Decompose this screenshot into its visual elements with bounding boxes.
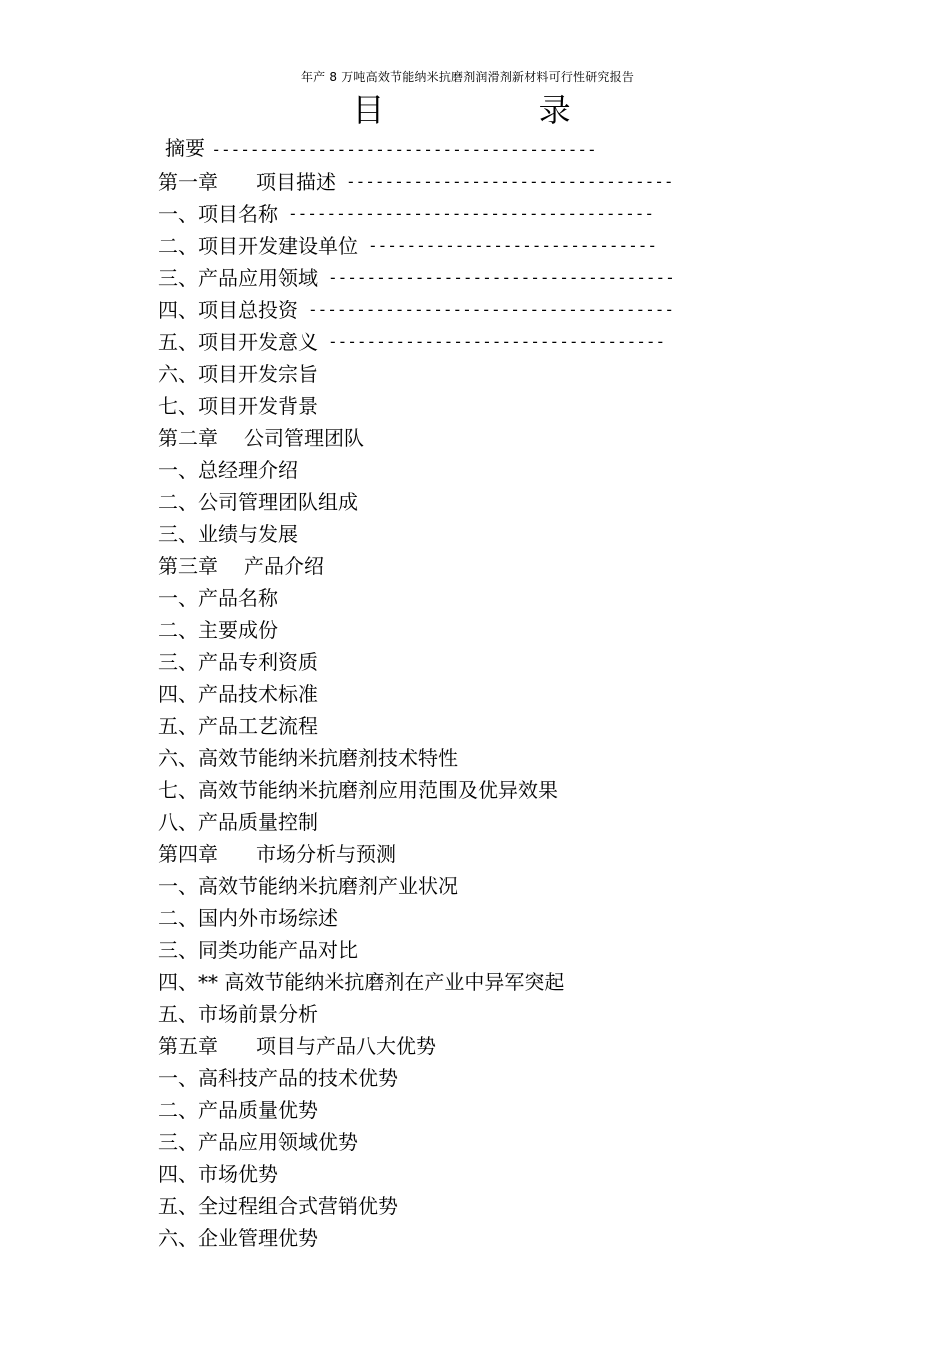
- toc-item-entry[interactable]: [158, 1094, 858, 1126]
- toc-item-entry[interactable]: [158, 294, 858, 326]
- toc-leader: ------------------------------: [368, 236, 657, 255]
- toc-chapter-number: 第二章: [158, 426, 218, 450]
- toc-item-label: 一、高效节能纳米抗磨剂产业状况: [158, 874, 458, 898]
- toc-item-entry[interactable]: [158, 1062, 858, 1094]
- toc-item-entry[interactable]: [158, 806, 858, 838]
- toc-item-entry[interactable]: [158, 934, 858, 966]
- toc-leader: ----------------------------------------: [211, 140, 597, 159]
- toc-item-label: 五、产品工艺流程: [158, 714, 318, 738]
- toc-item-label: 三、同类功能产品对比: [158, 938, 358, 962]
- toc-chapter-title: 项目与产品八大优势: [256, 1034, 436, 1058]
- toc-item-label: 四、** 高效节能纳米抗磨剂在产业中异军突起: [158, 970, 565, 994]
- toc-item-label: 一、总经理介绍: [158, 458, 298, 482]
- toc-item-label: 六、高效节能纳米抗磨剂技术特性: [158, 746, 458, 770]
- toc-item-entry[interactable]: [158, 678, 858, 710]
- toc-item-entry[interactable]: [158, 326, 858, 358]
- toc-item-label: 五、全过程组合式营销优势: [158, 1194, 398, 1218]
- toc-chapter-title: 市场分析与预测: [256, 842, 396, 866]
- toc-item-entry[interactable]: [158, 1190, 858, 1222]
- toc-item-entry[interactable]: [158, 998, 858, 1030]
- toc-item-label: 三、业绩与发展: [158, 522, 298, 546]
- toc-item-label: 五、市场前景分析: [158, 1002, 318, 1026]
- toc-item-label: 六、企业管理优势: [158, 1226, 318, 1250]
- toc-item-entry[interactable]: [158, 774, 858, 806]
- toc-chapter-title: 公司管理团队: [244, 426, 364, 450]
- toc-item-label: 二、主要成份: [158, 618, 278, 642]
- toc-chapter-entry[interactable]: [158, 550, 858, 582]
- toc-item-entry[interactable]: [158, 1158, 858, 1190]
- toc-item-label: 四、产品技术标准: [158, 682, 318, 706]
- toc-item-entry[interactable]: [158, 614, 858, 646]
- toc-leader: -----------------------------------: [328, 332, 666, 351]
- toc-item-label: 三、产品应用领域: [158, 266, 318, 290]
- toc-chapter-entry[interactable]: [158, 422, 858, 454]
- toc-leader: ----------------------------------: [346, 172, 674, 191]
- toc-leader: --------------------------------------: [288, 204, 655, 223]
- toc-chapter-title: 产品介绍: [244, 554, 324, 578]
- toc-item-entry[interactable]: [158, 710, 858, 742]
- toc-item-entry[interactable]: [158, 358, 858, 390]
- toc-item-label: 一、高科技产品的技术优势: [158, 1066, 398, 1090]
- toc-list: [158, 166, 858, 1254]
- toc-item-label: 一、项目名称: [158, 202, 278, 226]
- toc-leader: ------------------------------------: [328, 268, 675, 287]
- toc-item-label: 四、市场优势: [158, 1162, 278, 1186]
- toc-item-entry[interactable]: [158, 230, 858, 262]
- toc-item-label: 七、高效节能纳米抗磨剂应用范围及优异效果: [158, 778, 558, 802]
- toc-item-label: 三、产品应用领域优势: [158, 1130, 358, 1154]
- toc-chapter-entry[interactable]: [158, 838, 858, 870]
- toc-item-label: 一、产品名称: [158, 586, 278, 610]
- toc-item-label: 八、产品质量控制: [158, 810, 318, 834]
- toc-item-entry[interactable]: [158, 518, 858, 550]
- toc-chapter-number: 第三章: [158, 554, 218, 578]
- toc-item-label: 二、公司管理团队组成: [158, 490, 358, 514]
- toc-item-label: 二、产品质量优势: [158, 1098, 318, 1122]
- toc-chapter-number: 第一章: [158, 170, 218, 194]
- toc-abstract-line: [165, 134, 597, 164]
- toc-leader: --------------------------------------: [308, 300, 675, 319]
- toc-item-label: 三、产品专利资质: [158, 650, 318, 674]
- toc-item-entry[interactable]: [158, 646, 858, 678]
- toc-chapter-title: 项目描述: [256, 170, 336, 194]
- toc-item-entry[interactable]: [158, 966, 858, 998]
- toc-item-label: 二、项目开发建设单位: [158, 234, 358, 258]
- toc-item-entry[interactable]: [158, 390, 858, 422]
- toc-chapter-entry[interactable]: [158, 166, 858, 198]
- toc-item-label: 二、国内外市场综述: [158, 906, 338, 930]
- toc-chapter-entry[interactable]: [158, 1030, 858, 1062]
- toc-item-entry[interactable]: [158, 902, 858, 934]
- toc-item-label: 七、项目开发背景: [158, 394, 318, 418]
- toc-item-entry[interactable]: [158, 870, 858, 902]
- toc-item-label: 六、项目开发宗旨: [158, 362, 318, 386]
- toc-item-entry[interactable]: [158, 582, 858, 614]
- toc-item-label: 四、项目总投资: [158, 298, 298, 322]
- toc-item-entry[interactable]: [158, 1126, 858, 1158]
- toc-item-entry[interactable]: [158, 742, 858, 774]
- page-title: 目 录: [352, 91, 643, 129]
- toc-item-entry[interactable]: [158, 486, 858, 518]
- toc-chapter-number: 第五章: [158, 1034, 218, 1058]
- toc-abstract-label: 摘要: [165, 136, 205, 160]
- toc-item-entry[interactable]: [158, 454, 858, 486]
- toc-item-entry[interactable]: [158, 198, 858, 230]
- running-header: 年产 8 万吨高效节能纳米抗磨剂润滑剂新材料可行性研究报告: [300, 70, 635, 84]
- toc-chapter-number: 第四章: [158, 842, 218, 866]
- toc-item-entry[interactable]: [158, 262, 858, 294]
- toc-item-label: 五、项目开发意义: [158, 330, 318, 354]
- toc-item-entry[interactable]: [158, 1222, 858, 1254]
